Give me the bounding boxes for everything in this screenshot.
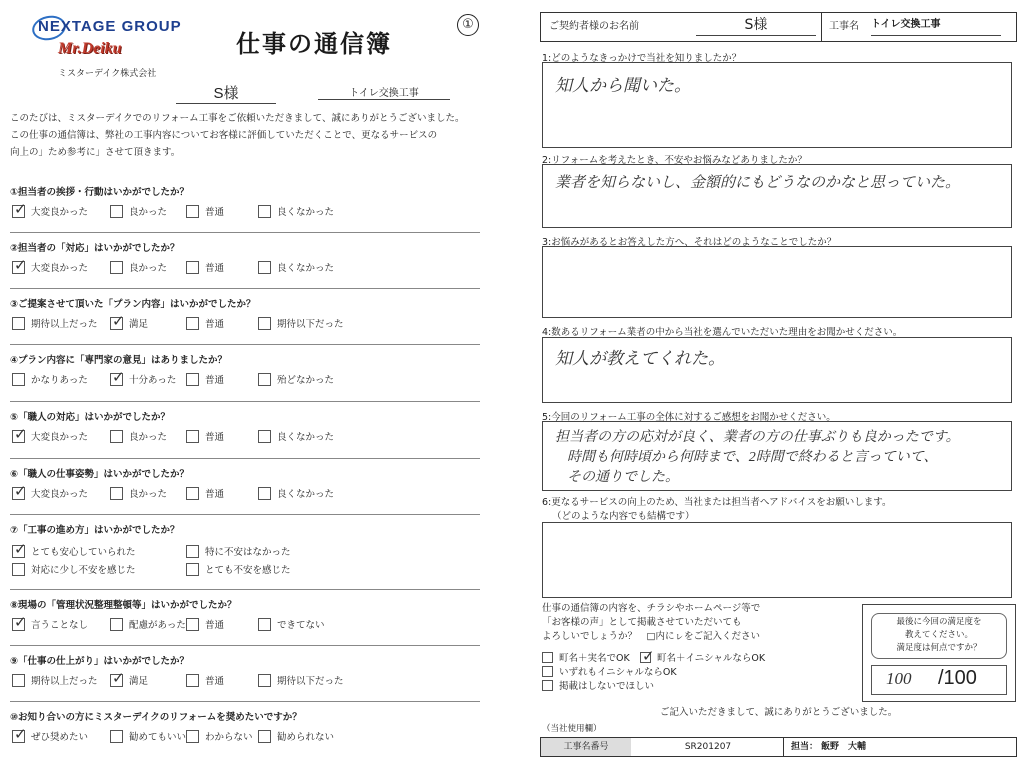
answer-option[interactable]: [258, 486, 334, 500]
intro-text: [10, 110, 480, 161]
answer-option[interactable]: [110, 729, 186, 743]
checkbox[interactable]: [110, 674, 123, 687]
option-label: 大変良かった: [31, 207, 89, 218]
answer-1-box[interactable]: [542, 62, 1012, 148]
option-label: 良かった: [129, 263, 168, 274]
option-label: 勧められない: [277, 732, 335, 743]
question-label: ⑩お知り合いの方にミスターデイクのリフォームを奨めたいですか？: [10, 712, 302, 723]
option-label: 勧めてもいい: [129, 732, 187, 743]
answer-option[interactable]: [186, 617, 224, 631]
checkbox[interactable]: [186, 563, 199, 576]
checkbox[interactable]: [12, 487, 25, 500]
answer-4-box[interactable]: [542, 337, 1012, 403]
option-label: 普通: [205, 375, 225, 386]
work-value[interactable]: トイレ交換工事: [871, 13, 1001, 36]
answer-option[interactable]: [258, 673, 344, 687]
work-label: 工事名: [829, 21, 859, 32]
question-label: ②担当者の「対応」はいかがでしたか？: [10, 243, 180, 254]
question-6-sub: （どのような内容でも結構です）: [552, 511, 695, 522]
checkbox[interactable]: [186, 487, 199, 500]
publish-option-label: 掲載はしないでほしい: [559, 681, 655, 692]
option-label: 普通: [205, 676, 225, 687]
option-label: 言うことなし: [31, 620, 89, 631]
answer-option[interactable]: [110, 486, 167, 500]
checkbox[interactable]: [186, 205, 199, 218]
checkbox[interactable]: [110, 261, 123, 274]
option-label: 満足: [129, 319, 149, 330]
company-name: ミスターデイク株式会社: [58, 69, 157, 79]
checkbox[interactable]: [258, 487, 271, 500]
option-label: 特に不安はなかった: [205, 547, 291, 558]
option-label: 良くなかった: [277, 432, 335, 443]
option-label: 満足: [129, 676, 149, 687]
answer-option[interactable]: [258, 617, 325, 631]
option-label: 良かった: [129, 207, 168, 218]
page-number: ①: [457, 14, 479, 36]
satisfaction-prompt-line: 最後に今回の満足度を: [896, 617, 982, 627]
option-label: 期待以上だった: [31, 319, 98, 330]
divider: [10, 401, 480, 402]
checkbox[interactable]: [110, 618, 123, 631]
answer-5-box[interactable]: [542, 421, 1012, 491]
customer-name: S: [213, 85, 224, 102]
answer-option[interactable]: [258, 729, 334, 743]
checkbox[interactable]: [258, 430, 271, 443]
contract-header: [540, 12, 1017, 42]
answer-option[interactable]: [12, 429, 88, 443]
option-label: 普通: [205, 620, 225, 631]
intro-line: このたびは、ミスターデイクでのリフォーム工事をご依頼いただきまして、誠にありがとうございました。: [10, 113, 465, 124]
publish-line: 「お客様の声」として掲載させていただいても: [542, 617, 742, 628]
customer-name-field[interactable]: [176, 82, 276, 104]
question-label: ①担当者の挨拶・行動はいかがでしたか？: [10, 187, 190, 198]
checkbox[interactable]: [12, 674, 25, 687]
brand-logo: NEXTAGE GROUP: [38, 18, 182, 35]
answer-option[interactable]: [12, 544, 136, 558]
publish-line: 仕事の通信簿の内容を、チラシやホームページ等で: [542, 603, 761, 614]
intro-line: この仕事の通信簿は、弊社の工事内容についてお客様に評価していただくことで、更なるサービスの: [10, 130, 438, 141]
answer-5-line: 担当者の方の応対が良く、業者の方の仕事ぶりも良かったです。: [555, 430, 960, 445]
option-label: 良くなかった: [277, 207, 335, 218]
answer-option[interactable]: [110, 204, 167, 218]
answer-option[interactable]: [110, 316, 148, 330]
answer-option[interactable]: [12, 729, 88, 743]
publish-option[interactable]: [542, 678, 654, 692]
checkbox[interactable]: [12, 563, 25, 576]
divider: [10, 288, 480, 289]
answer-6-box[interactable]: [542, 522, 1012, 598]
answer-option[interactable]: [110, 260, 167, 274]
answer-option[interactable]: [258, 316, 344, 330]
office-use-label: （当社使用欄）: [542, 724, 602, 734]
checkbox[interactable]: [110, 205, 123, 218]
option-label: 大変良かった: [31, 263, 89, 274]
contract-name-value[interactable]: S様: [696, 13, 816, 36]
question-label: ③ご提案させて頂いた「プラン内容」はいかがでしたか？: [10, 299, 256, 310]
answer-4-text: 知人が教えてくれた。: [555, 349, 725, 368]
checkbox[interactable]: [258, 730, 271, 743]
option-label: 配慮があった: [129, 620, 186, 631]
option-label: 普通: [205, 263, 225, 274]
option-label: 普通: [205, 207, 225, 218]
job-number-value: SR201207: [684, 742, 732, 752]
publish-consent-text: [542, 602, 760, 644]
satisfaction-prompt: [871, 613, 1007, 659]
option-label: 普通: [205, 489, 225, 500]
option-label: 期待以下だった: [277, 319, 344, 330]
answer-option[interactable]: [186, 673, 224, 687]
checkbox[interactable]: [12, 430, 25, 443]
checkbox[interactable]: [542, 680, 553, 691]
checkbox[interactable]: [12, 545, 25, 558]
publish-option[interactable]: [542, 650, 630, 664]
answer-option[interactable]: [110, 617, 186, 631]
answer-option[interactable]: [186, 316, 224, 330]
divider: [10, 458, 480, 459]
option-label: わからない: [205, 732, 253, 743]
checkbox[interactable]: [186, 674, 199, 687]
checkbox[interactable]: [12, 618, 25, 631]
publish-option-label: 町名＋実名でOK: [559, 653, 630, 664]
answer-option[interactable]: [186, 260, 224, 274]
divider: [10, 589, 480, 590]
publish-option-label: いずれもイニシャルならOK: [559, 667, 677, 678]
answer-option[interactable]: [258, 204, 334, 218]
checkbox[interactable]: [258, 373, 271, 386]
checkbox[interactable]: [542, 666, 553, 677]
question-label: ⑦「工事の進め方」はいかがでしたか？: [10, 525, 180, 536]
answer-option[interactable]: [12, 372, 88, 386]
checkbox[interactable]: [258, 618, 271, 631]
answer-3-box[interactable]: [542, 246, 1012, 318]
checkbox[interactable]: [258, 674, 271, 687]
answer-5-line: 時間も何時頃から何時まで、2時間で終わると言っていて、: [567, 450, 938, 465]
answer-option[interactable]: [110, 372, 176, 386]
office-use-table: [540, 737, 1017, 757]
option-label: 普通: [205, 319, 225, 330]
divider: [10, 645, 480, 646]
customer-honorific: 様: [223, 85, 239, 102]
checkbox[interactable]: [186, 373, 199, 386]
question-1: 1:どのようなきっかけで当社を知りましたか？: [542, 53, 742, 64]
option-label: 良くなかった: [277, 489, 335, 500]
answer-option[interactable]: [186, 486, 224, 500]
checkbox[interactable]: [12, 205, 25, 218]
satisfaction-max: /100: [938, 667, 977, 689]
checkbox[interactable]: [542, 652, 553, 663]
option-label: 良かった: [129, 432, 168, 443]
answer-option[interactable]: [186, 204, 224, 218]
answer-option[interactable]: [186, 429, 224, 443]
answer-option[interactable]: [186, 372, 224, 386]
question-3: 3:お悩みがあるとお答えした方へ、それはどのようなことでしたか？: [542, 237, 837, 248]
answer-option[interactable]: [258, 372, 334, 386]
checkbox[interactable]: [186, 261, 199, 274]
answer-option[interactable]: [12, 260, 88, 274]
rep-name: 飯野 大輔: [821, 742, 867, 752]
question-2: 2:リフォームを考えたとき、不安やお悩みなどありましたか？: [542, 155, 807, 166]
answer-option[interactable]: [12, 204, 88, 218]
question-label: ④プラン内容に「専門家の意見」はありましたか？: [10, 355, 228, 366]
rep-label: 担当：: [791, 742, 819, 752]
intro-line: 向上の」ため参考に」させて頂きます。: [10, 147, 181, 158]
checkbox[interactable]: [258, 205, 271, 218]
checkbox[interactable]: [12, 317, 25, 330]
checkbox[interactable]: [110, 487, 123, 500]
publish-option[interactable]: [640, 650, 765, 664]
checkbox[interactable]: [186, 730, 199, 743]
option-label: 普通: [205, 432, 225, 443]
option-label: 対応に少し不安を感じた: [31, 565, 136, 576]
publish-option-label: 町名＋イニシャルならOK: [657, 653, 766, 664]
thanks-text: ご記入いただきまして、誠にありがとうございました。: [660, 707, 898, 718]
answer-option[interactable]: [12, 673, 98, 687]
question-label: ⑤「職人の対応」はいかがでしたか？: [10, 412, 171, 423]
satisfaction-score-field[interactable]: [871, 665, 1007, 695]
answer-option[interactable]: [186, 544, 291, 558]
answer-option[interactable]: [110, 673, 148, 687]
checkbox[interactable]: [110, 730, 123, 743]
work-name-field[interactable]: トイレ交換工事: [318, 84, 450, 100]
checkbox[interactable]: [186, 545, 199, 558]
checkbox[interactable]: [186, 430, 199, 443]
option-label: 大変良かった: [31, 432, 89, 443]
option-label: 殆どなかった: [277, 375, 335, 386]
option-label: とても不安を感じた: [205, 565, 291, 576]
contract-name-label: ご契約者様のお名前: [549, 21, 639, 32]
divider: [10, 232, 480, 233]
job-number-label: 工事名番号: [541, 738, 631, 756]
divider: [10, 344, 480, 345]
publish-line: よろしいでしょうか？ □内にㇾをご記入ください: [542, 631, 760, 642]
option-label: かなりあった: [31, 375, 88, 386]
brand-sub-logo: Mr.Deiku: [58, 40, 122, 57]
answer-5-line: その通りでした。: [567, 470, 679, 485]
option-label: できてない: [277, 620, 325, 631]
answer-2-box[interactable]: [542, 164, 1012, 228]
option-label: 期待以下だった: [277, 676, 344, 687]
question-label: ⑨「仕事の仕上がり」はいかがでしたか？: [10, 656, 190, 667]
divider: [10, 701, 480, 702]
option-label: とても安心していられた: [31, 547, 136, 558]
checkbox[interactable]: [110, 373, 123, 386]
question-label: ⑥「職人の仕事姿勢」はいかがでしたか？: [10, 469, 190, 480]
answer-option[interactable]: [258, 260, 334, 274]
answer-option[interactable]: [110, 429, 167, 443]
checkbox[interactable]: [186, 317, 199, 330]
checkbox[interactable]: [258, 261, 271, 274]
answer-1-text: 知人から聞いた。: [555, 76, 691, 95]
checkbox[interactable]: [12, 261, 25, 274]
checkbox[interactable]: [110, 430, 123, 443]
checkbox[interactable]: [110, 317, 123, 330]
answer-option[interactable]: [258, 429, 334, 443]
option-label: ぜひ奨めたい: [31, 732, 89, 743]
satisfaction-box: [862, 604, 1016, 702]
satisfaction-prompt-line: 教えてください。: [904, 630, 973, 640]
answer-option[interactable]: [186, 729, 253, 743]
question-5: 5:今回のリフォーム工事の全体に対するご感想をお聞かせください。: [542, 412, 836, 423]
satisfaction-prompt-line: 満足度は何点ですか？: [896, 643, 982, 653]
answer-option[interactable]: [186, 562, 291, 576]
answer-2-text: 業者を知らないし、金額的にもどうなのかなと思っていた。: [555, 175, 961, 191]
checkbox[interactable]: [12, 730, 25, 743]
divider: [10, 514, 480, 515]
option-label: 期待以上だった: [31, 676, 98, 687]
option-label: 大変良かった: [31, 489, 89, 500]
answer-option[interactable]: [12, 486, 88, 500]
answer-option[interactable]: [12, 562, 136, 576]
question-6: 6:更なるサービスの向上のため、当社または担当者へアドバイスをお願いします。: [542, 497, 892, 508]
option-label: 良くなかった: [277, 263, 335, 274]
answer-option[interactable]: [12, 316, 98, 330]
page-title: 仕事の通信簿: [236, 30, 392, 58]
checkbox[interactable]: [12, 373, 25, 386]
option-label: 十分あった: [129, 375, 177, 386]
question-label: ⑧現場の「管理状況整理整頓等」はいかがでしたか？: [10, 600, 237, 611]
checkbox[interactable]: [640, 652, 651, 663]
checkbox[interactable]: [258, 317, 271, 330]
satisfaction-score: 100: [886, 669, 912, 688]
publish-option[interactable]: [542, 664, 677, 678]
answer-option[interactable]: [12, 617, 88, 631]
option-label: 良かった: [129, 489, 168, 500]
checkbox[interactable]: [186, 618, 199, 631]
question-4: 4:数あるリフォーム業者の中から当社を選んでいただいた理由をお聞かせください。: [542, 327, 903, 338]
